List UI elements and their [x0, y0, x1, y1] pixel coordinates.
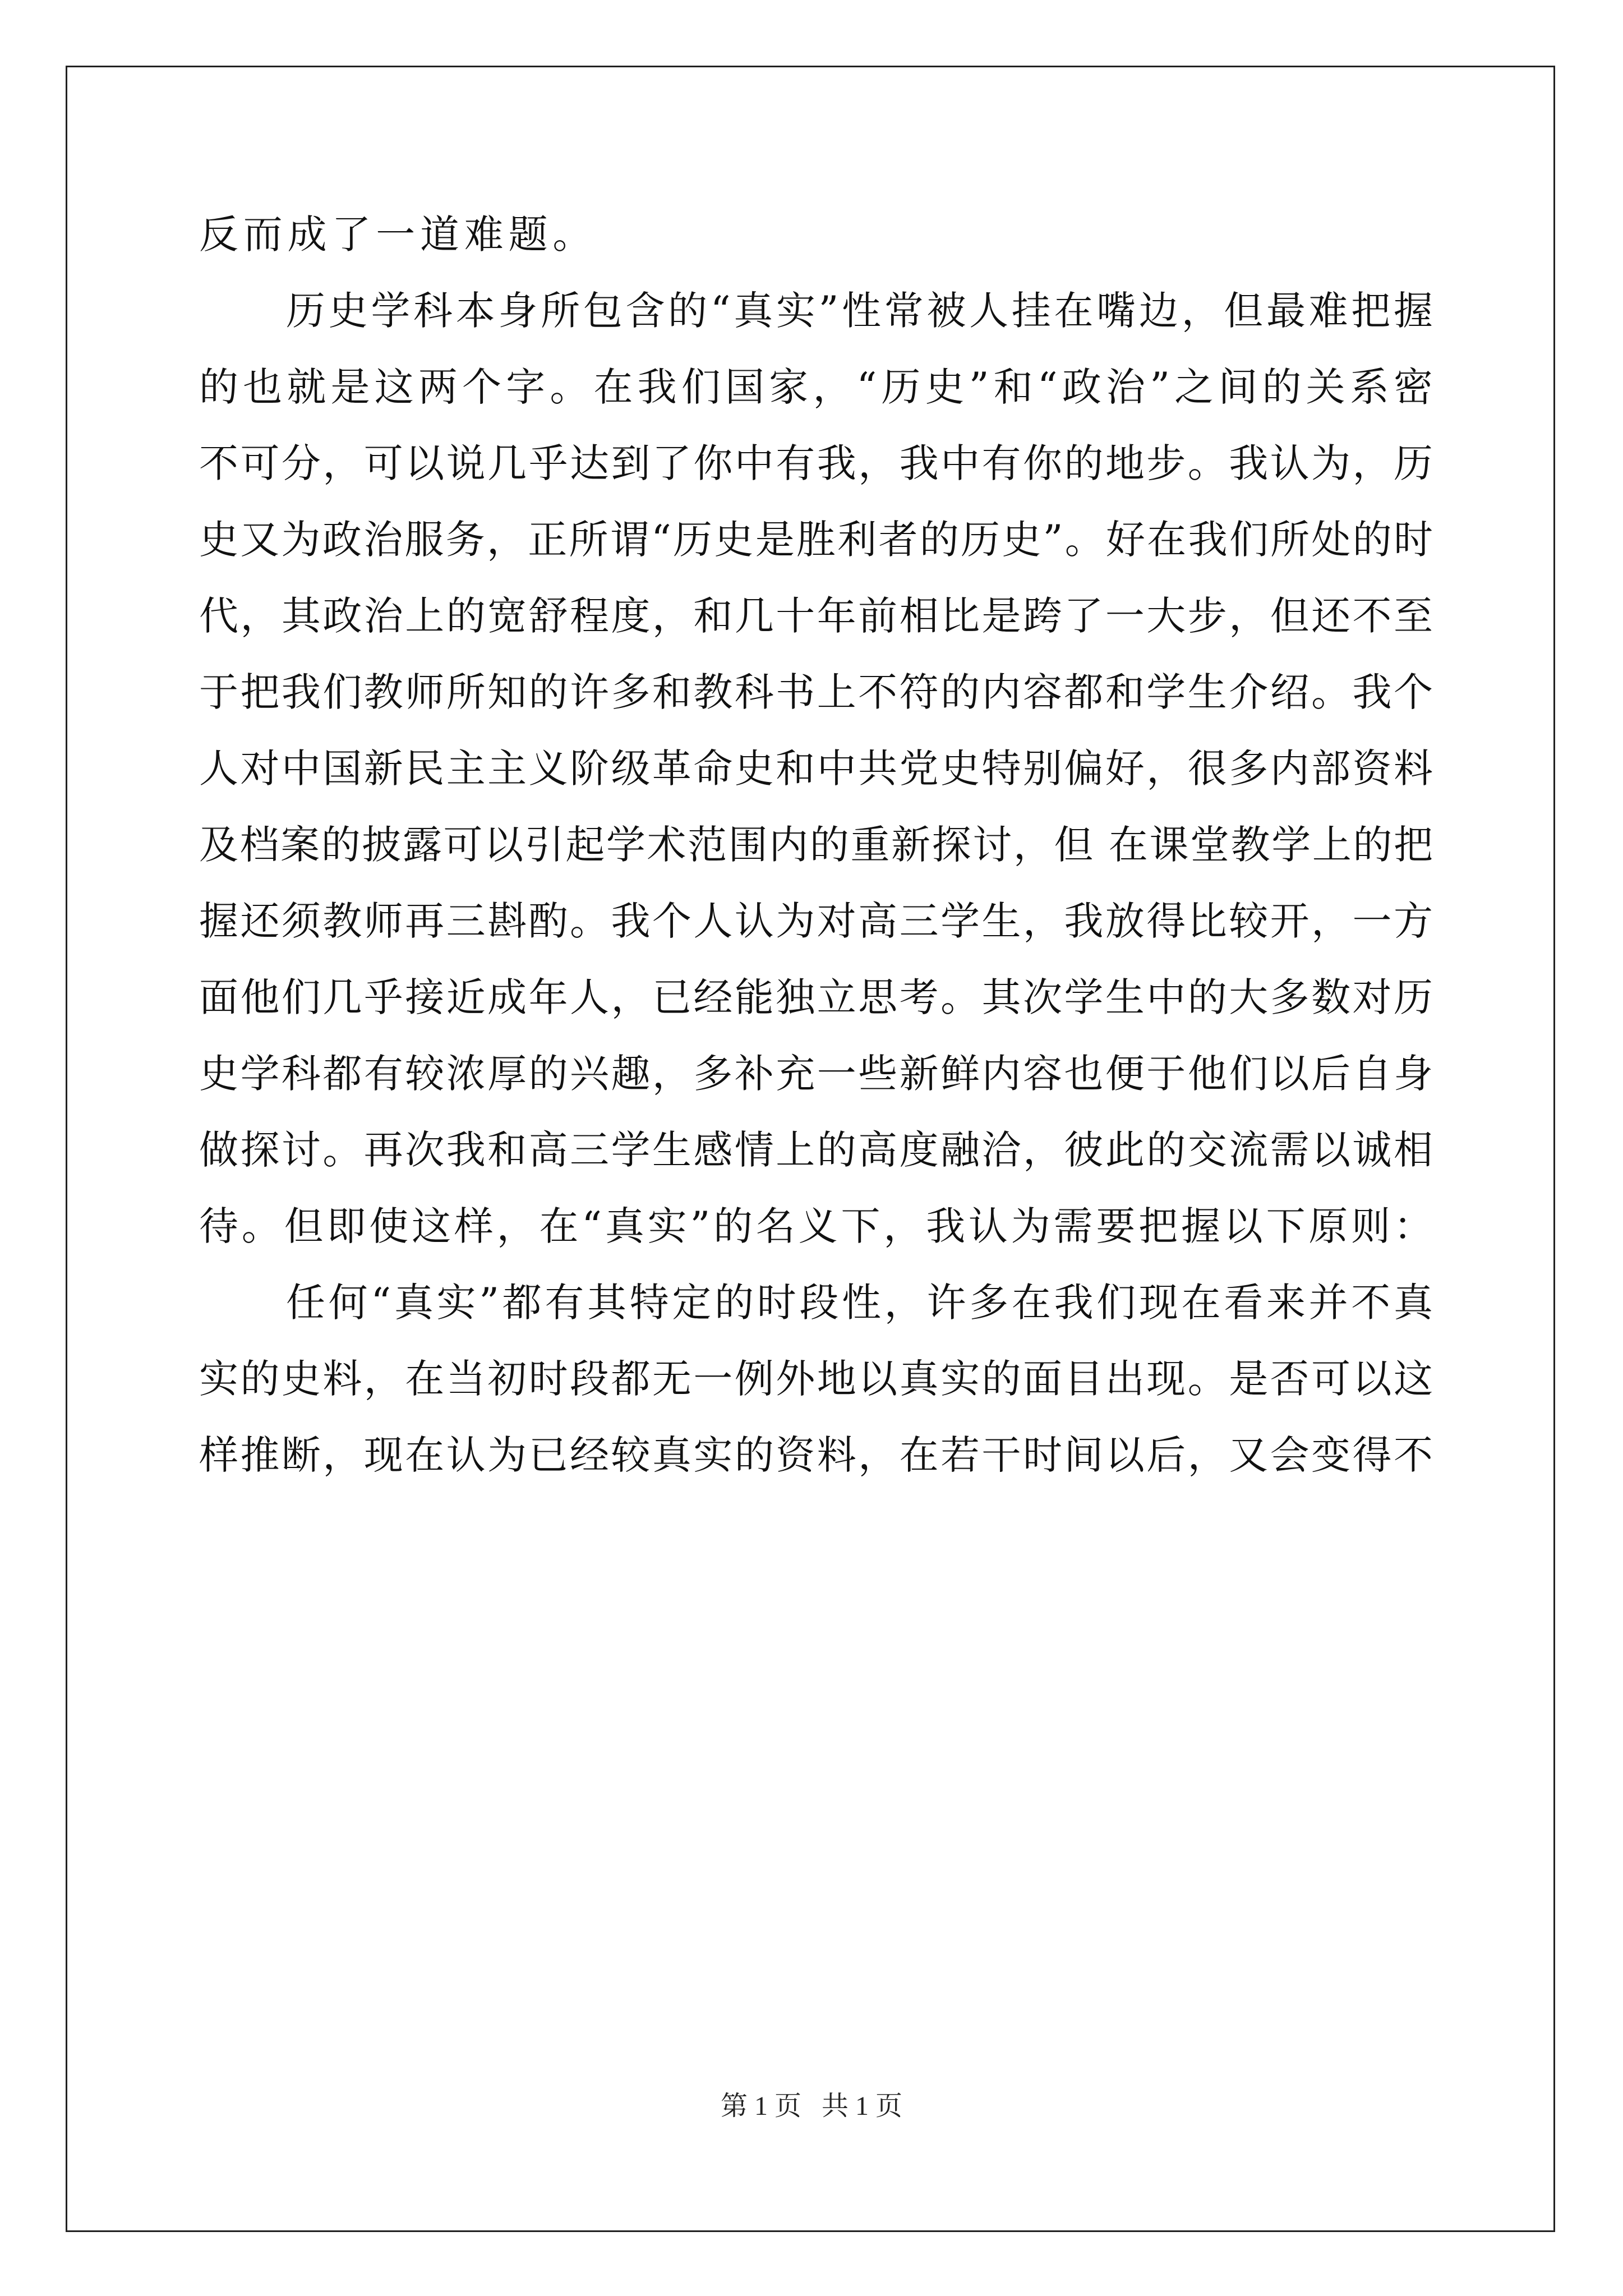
text-line: 实的史料，在当初时段都无一例外地以真实的面目出现。是否可以这 [199, 1356, 1433, 1402]
text-line: 于把我们教师所知的许多和教科书上不符的内容都和学生介绍。我个 [199, 669, 1433, 715]
text-line: 面他们几乎接近成年人，已经能独立思考。其次学生中的大多数对历 [199, 974, 1433, 1020]
text-line: 任何“真实”都有其特定的时段性，许多在我们现在看来并不真 [286, 1280, 1433, 1326]
text-line: 史学科都有较浓厚的兴趣，多补充一些新鲜内容也便于他们以后自身 [199, 1051, 1433, 1097]
page-number: 第 1 页 [720, 2091, 801, 2121]
page-total: 共 1 页 [822, 2091, 903, 2121]
text-line: 的也就是这两个字。在我们国家，“历史”和“政治”之间的关系密 [199, 364, 1433, 410]
text-line: 握还须教师再三斟酌。我个人认为对高三学生，我放得比较开，一方 [199, 898, 1433, 944]
text-line: 人对中国新民主主义阶级革命史和中共党史特别偏好，很多内部资料 [199, 746, 1433, 792]
text-line: 史又为政治服务，正所谓“历史是胜利者的历史”。好在我们所处的时 [199, 517, 1433, 563]
text-line: 及档案的披露可以引起学术范围内的重新探讨，但 在课堂教学上的把 [199, 822, 1433, 868]
text-line: 历史学科本身所包含的“真实”性常被人挂在嘴边，但最难把握 [286, 288, 1433, 334]
text-line: 不可分，可以说几乎达到了你中有我，我中有你的地步。我认为，历 [199, 440, 1433, 486]
text-line: 样推断，现在认为已经较真实的资料，在若干时间以后，又会变得不 [199, 1432, 1433, 1478]
text-line: 待。但即使这样，在“真实”的名义下，我认为需要把握以下原则： [199, 1203, 1433, 1249]
page-footer [0, 2090, 1623, 2123]
document-body [199, 196, 1433, 1493]
text-line: 代，其政治上的宽舒程度，和几十年前相比是跨了一大步，但还不至 [199, 593, 1433, 639]
text-line: 做探讨。再次我和高三学生感情上的高度融洽，彼此的交流需以诚相 [199, 1127, 1433, 1173]
text-line: 反而成了一道难题。 [199, 211, 597, 257]
